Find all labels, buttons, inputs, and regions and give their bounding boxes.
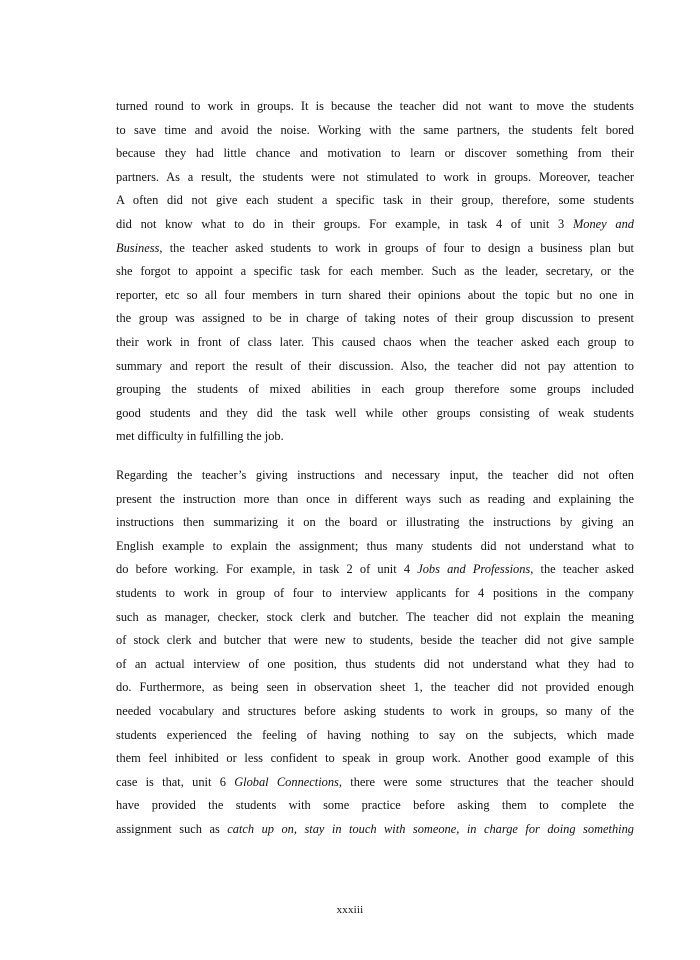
- text-line: A often did not give each student a specific task in their group, therefore, some students: [116, 193, 634, 208]
- text-line: their work in front of class later. This caused chaos when the teacher asked each group to: [116, 334, 634, 349]
- text-line: [116, 237, 634, 261]
- paragraph-1: [116, 95, 634, 449]
- paragraph-2: [116, 464, 634, 842]
- text-line: [116, 213, 634, 237]
- text-run: case is that, unit 6: [116, 774, 235, 789]
- text-line: summary and report the result of their discussion. Also, the teacher did not pay attention to: [116, 358, 634, 373]
- text-line: met difficulty in fulfilling the job.: [116, 429, 284, 444]
- text-run: , there were some structures that the teacher should: [338, 774, 634, 789]
- text-line: of stock clerk and butcher that were new to students, beside the teacher did not give sample: [116, 633, 634, 648]
- text-run: , the teacher asked: [530, 562, 634, 577]
- text-line: Regarding the teacher’s giving instructions and necessary input, the teacher did not often: [116, 468, 634, 482]
- text-line: reporter, etc so all four members in turn shared their opinions about the topic but no one in: [116, 287, 634, 302]
- text-line: present the instruction more than once in different ways such as reading and explaining the: [116, 491, 634, 506]
- text-line: [116, 558, 634, 582]
- text-line: English example to explain the assignment; thus many students did not understand what to: [116, 538, 634, 553]
- text-run: , the teacher asked students to work in groups of four to design a business plan but: [159, 240, 634, 255]
- text-line: of an actual interview of one position, thus students did not understand what they had to: [116, 656, 634, 671]
- italic-unit-title: Global Connections: [234, 774, 339, 789]
- page-number: xxxiii: [336, 904, 364, 916]
- text-line: grouping the students of mixed abilities in each group therefore some groups included: [116, 382, 634, 397]
- text-line: such as manager, checker, stock clerk and butcher. The teacher did not explain the meaning: [116, 609, 634, 624]
- text-line: needed vocabulary and structures before asking students to work in groups, so many of the: [116, 703, 634, 718]
- text-run: do before working. For example, in task 2 of unit 4: [116, 562, 418, 577]
- text-line: [116, 818, 634, 842]
- italic-unit-title: Jobs and Professions: [417, 562, 531, 577]
- text-line: do. Furthermore, as being seen in observation sheet 1, the teacher did not provided enough: [116, 680, 634, 695]
- text-line: have provided the students with some practice before asking them to complete the: [116, 798, 634, 813]
- italic-unit-title: Money and: [572, 216, 634, 231]
- text-line: instructions then summarizing it on the board or illustrating the instructions by giving an: [116, 515, 634, 530]
- text-run: assignment such as: [116, 821, 228, 836]
- text-line: them feel inhibited or less confident to speak in group work. Another good example of this: [116, 751, 634, 766]
- text-line: the group was assigned to be in charge of taking notes of their group discussion to present: [116, 311, 634, 326]
- text-run: did not know what to do in their groups. For example, in task 4 of unit 3: [116, 216, 573, 231]
- italic-example-structures: catch up on, stay in touch with someone, in charge for doing something: [227, 821, 634, 836]
- text-line: partners. As a result, the students were not stimulated to work in groups. Moreover, teacher: [116, 169, 634, 184]
- italic-unit-title: Business: [116, 240, 160, 255]
- text-line: students experienced the feeling of having nothing to say on the subjects, which made: [116, 727, 634, 742]
- text-line: to save time and avoid the noise. Working with the same partners, the students felt bored: [116, 122, 634, 137]
- text-line: turned round to work in groups. It is because the teacher did not want to move the students: [116, 99, 634, 113]
- text-line: students to work in group of four to interview applicants for 4 positions in the company: [116, 585, 634, 600]
- text-line: she forgot to appoint a specific task for each member. Such as the leader, secretary, or the: [116, 264, 634, 279]
- text-line: [116, 771, 634, 795]
- text-line: because they had little chance and motivation to learn or discover something from their: [116, 146, 634, 161]
- text-line: good students and they did the task well while other groups consisting of weak students: [116, 405, 634, 420]
